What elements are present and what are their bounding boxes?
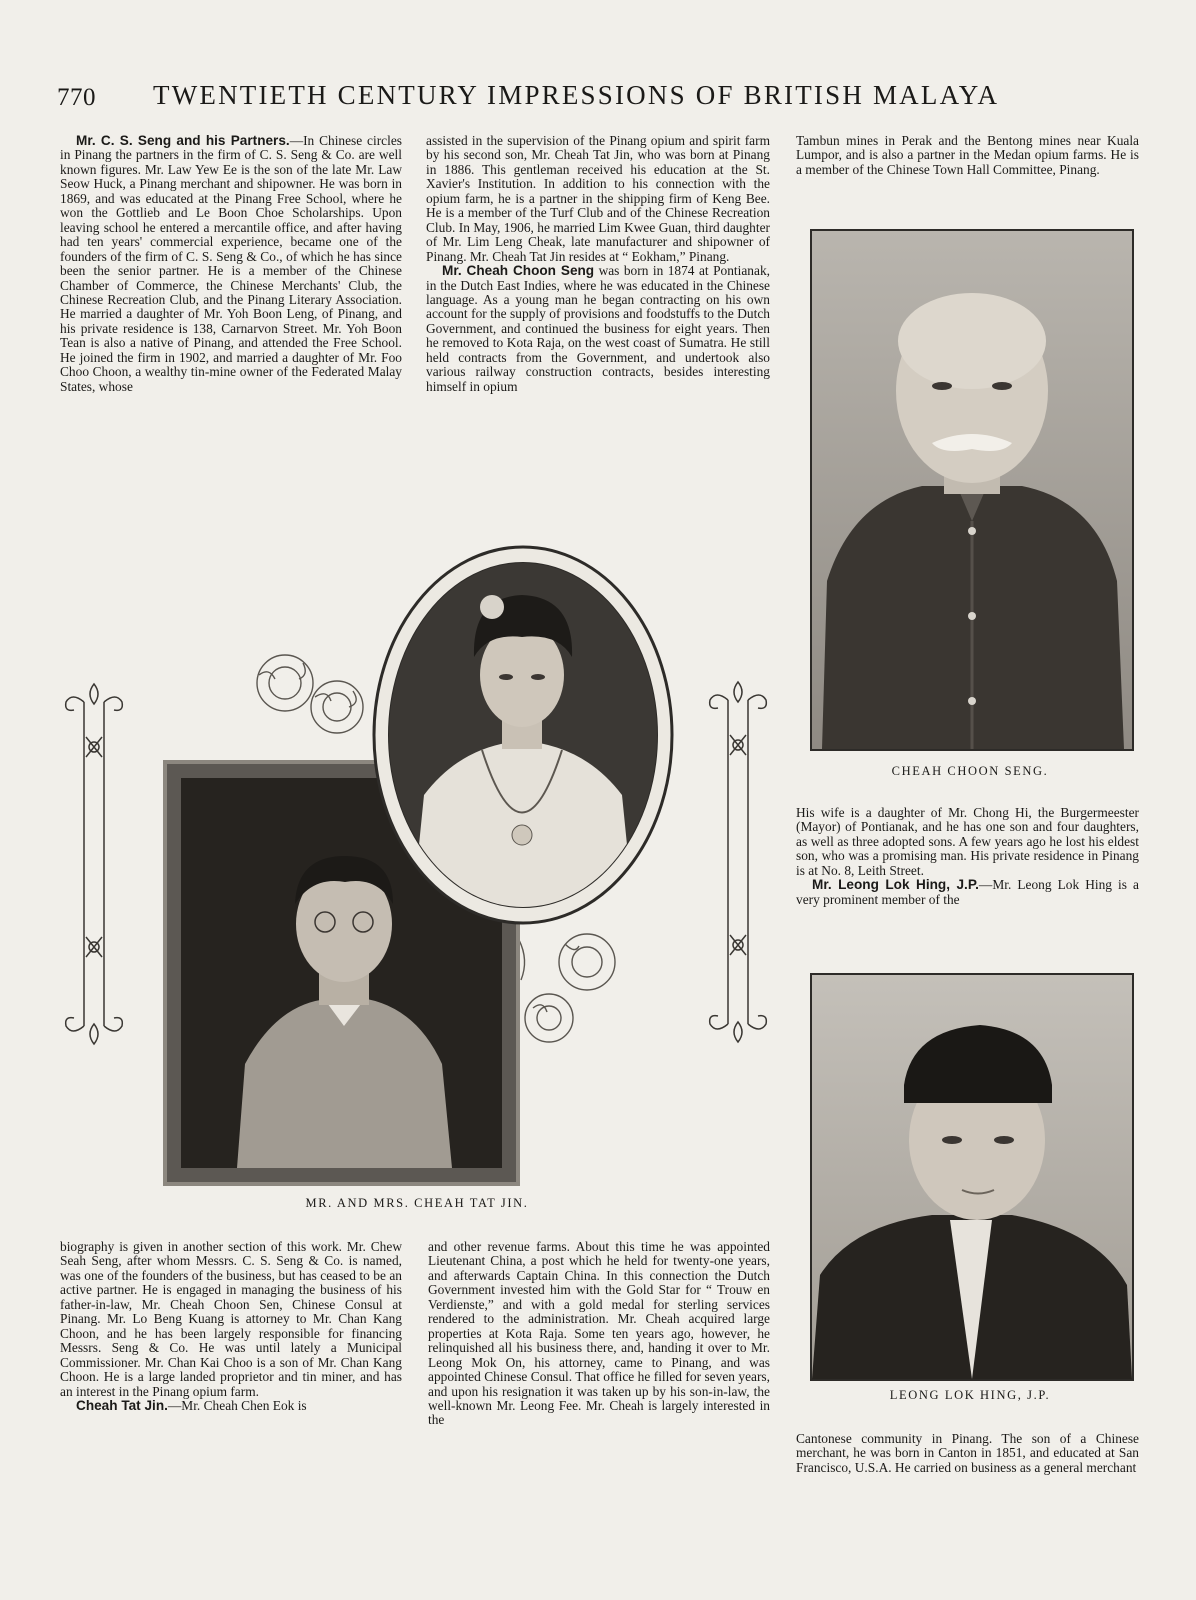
bottom-column-3 <box>796 1432 1139 1475</box>
paragraph-cheah-family: His wife is a daughter of Mr. Chong Hi, the Burgermeester (Mayor) of Pontianak, and he has one son and four daughters, as well as three adopted sons. A few years ago he lost his eldest son, who was a promising man. His private residence in Pinang is at No. 8, Leith Street. <box>796 805 1139 878</box>
caption-mr-and-mrs-cheah-tat-jin: MR. AND MRS. CHEAH TAT JIN. <box>305 1196 529 1210</box>
bottom-column-1 <box>60 1240 402 1413</box>
bottom-column-2 <box>428 1240 770 1428</box>
running-title: TWENTIETH CENTURY IMPRESSIONS OF BRITISH MALAYA <box>153 80 1000 110</box>
heading-cs-seng-partners: Mr. C. S. Seng and his Partners. <box>76 133 290 148</box>
paragraph-leong-intro: —Mr. Leong Lok Hing is a very prominent member of the <box>796 877 1139 907</box>
paragraph-revenue-farms: and other revenue farms. About this time he was appointed Lieutenant China, a post which he held for twenty-one years, and afterwards Captain China. In this connection the Dutch Government invested him with the Gold Star for “ Trouw en Verdienste,” and with a gold medal for sterling services rendered to the administration. Mr. Cheah acquired large properties at Kota Raja. Some ten years ago, however, he relinquished all his business there, and, handing it over to Mr. Leong Mok On, his attorney, came to Pinang, and was appointed Chinese Consul. That office he filled for seven years, and upon his resignation it was taken up by his son-in-law, the well-known Mr. Leong Fee. Mr. Cheah is largely interested in the <box>428 1239 770 1428</box>
right-scroll-ornament <box>706 680 770 1044</box>
paragraph-chew-seah-seng: biography is given in another section of this work. Mr. Chew Seah Seng, after whom Messrs. C. S. Seng & Co. is named, was one of the founders of the business, but has ceased to be an active partner. He is engaged in managing the business of his father-in-law, Mr. Cheah Choon Sen, Chinese Consul at Pinang. Mr. Lo Beng Kuang is attorney to Mr. Chan Kang Choon, and he has been largely responsible for financing Messrs. Seng & Co. He was until lately a Municipal Commissioner. Mr. Chan Kai Choo is a son of Mr. Chan Kang Choon. He is a large landed proprietor and tin miner, and has an interest in the Pinang opium farm. <box>60 1239 402 1399</box>
running-head <box>57 80 1037 120</box>
portrait-leong-lok-hing <box>810 973 1134 1381</box>
portrait-mrs-cheah-tat-jin <box>372 545 674 925</box>
heading-leong-lok-hing: Mr. Leong Lok Hing, J.P. <box>812 877 979 893</box>
paragraph-cheah-chen-eok: —Mr. Cheah Chen Eok is <box>167 1397 307 1413</box>
caption-leong-lok-hing: LEONG LOK HING, J.P. <box>889 1388 1051 1402</box>
right-middle-column <box>796 806 1139 907</box>
heading-cheah-choon-seng: Mr. Cheah Choon Seng <box>442 263 595 279</box>
caption-cheah-choon-seng: CHEAH CHOON SENG. <box>891 764 1049 778</box>
top-column-2 <box>426 134 770 394</box>
left-scroll-ornament <box>62 682 126 1046</box>
top-column-3 <box>796 134 1139 177</box>
paragraph-cantonese-community: Cantonese community in Pinang. The son of a Chinese merchant, he was born in Canton in 1851, and educated at San Francisco, U.S.A. He carried on business as a general merchant <box>796 1431 1139 1475</box>
paragraph-tambun-mines: Tambun mines in Perak and the Bentong mines near Kuala Lumpor, and is also a partner in the Medan opium farms. He is a member of the Chinese Town Hall Committee, Pinang. <box>796 133 1139 177</box>
top-column-1 <box>60 134 402 394</box>
paragraph-cheah-tat-jin: assisted in the supervision of the Pinang opium and spirit farm by his second son, Mr. Cheah Tat Jin, who was born at Pinang in 1886. This gentleman received his education at the St. Xavier's Institution. In addition to his connection with the opium farm, he is a partner in the shipping firm of Keng Bee. He is a member of the Turf Club and of the Chinese Recreation Club. In May, 1906, he married Lim Kwee Guan, third daughter of Mr. Lim Leng Cheak, late manufacturer and shipowner of Pinang. Mr. Cheah Tat Jin resides at “ Eokham,” Pinang. <box>426 133 770 264</box>
paragraph-cs-seng: —In Chinese circles in Pinang the partners in the firm of C. S. Seng & Co. are well known figures. Mr. Law Yew Ee is the son of the late Mr. Law Seow Huck, a Pinang merchant and shipowner. He was born in 1869, and was educated at the Pinang Free School, where he won the Gottlieb and Le Boon Choe Scholarships. Upon leaving school he entered a mercantile office, and after having had ten years' commercial experience, became one of the founders of the firm of C. S. Seng & Co., of which he has since been the senior partner. He is a member of the Chinese Chamber of Commerce, the Chinese Merchants' Club, the Chinese Recreation Club, and the Pinang Literary Association. He married a daughter of Mr. Yoh Boon Leng, of Pinang, and his private residence is 138, Carnarvon Street. Mr. Yoh Boon Tean is also a native of Pinang, and attended the Free School. He joined the firm in 1902, and married a daughter of Mr. Foo Choo Choon, a wealthy tin-mine owner of the Federated Malay States, whose <box>60 133 402 394</box>
chrysanthemum-ornament-lower <box>515 920 635 1060</box>
page-number: 770 <box>57 84 96 111</box>
portrait-cheah-choon-seng <box>810 229 1134 751</box>
chrysanthemum-ornament-upper <box>245 645 375 745</box>
paragraph-cheah-choon-seng: was born in 1874 at Pontianak, in the Dutch East Indies, where he was educated in the Chinese language. As a young man he began contracting on his own account for the supply of provisions and foodstuffs to the Dutch Government, and continued the business for eight years. Then he removed to Kota Raja, on the west coast of Sumatra. He still held contracts from the Government, and undertook also various railway construction contracts, besides interesting himself in opium <box>426 263 770 394</box>
heading-cheah-tat-jin: Cheah Tat Jin. <box>76 1397 168 1413</box>
